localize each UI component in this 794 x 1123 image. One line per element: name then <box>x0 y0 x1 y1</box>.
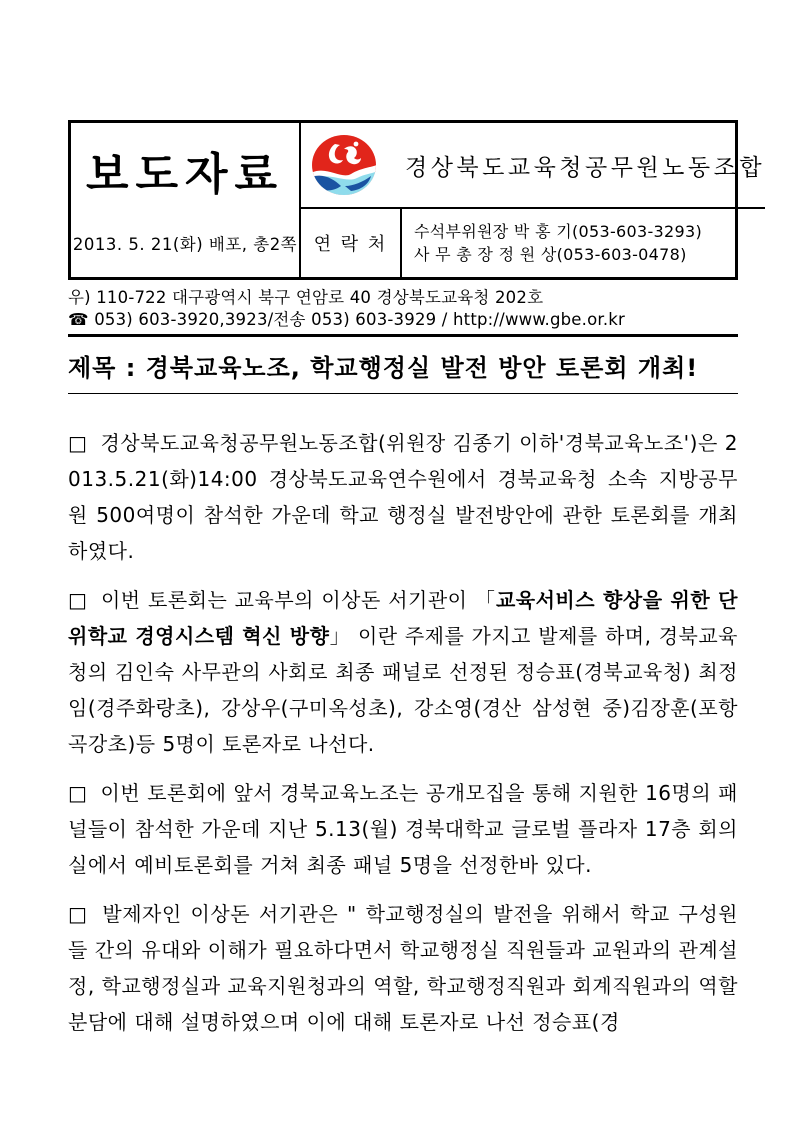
contact-label: 연 락 처 <box>301 209 402 277</box>
phone-fax-url: ☎ 053) 603-3920,3923/전송 053) 603-3929 / http://www.gbe.or.kr <box>68 310 626 329</box>
press-release-cell <box>71 123 301 277</box>
contact-info <box>402 209 765 277</box>
paragraph-marker: □ <box>68 431 88 455</box>
contact-person-2: 사 무 총 장 정 원 상(053-603-0478) <box>414 245 687 264</box>
body-paragraph-3 <box>68 775 738 883</box>
body-paragraph-2 <box>68 582 738 762</box>
postal-address: 우) 110-722 대구광역시 북구 연암로 40 경상북도교육청 202호 <box>68 288 544 307</box>
body-block <box>68 425 738 1040</box>
distribution-date: 2013. 5. 21(화) 배포, 총2쪽 <box>72 235 298 254</box>
header-table <box>68 120 766 280</box>
header-right-cells <box>301 123 765 277</box>
body-paragraph-1 <box>68 425 738 569</box>
subject-block <box>68 348 738 394</box>
body-paragraph-4 <box>68 896 738 1040</box>
paragraph-text: 이번 토론회에 앞서 경북교육노조는 공개모집을 통해 지원한 16명의 패널들이 참석한 가운데 지난 5.13(월) 경북대학교 글로벌 플라자 17층 회의실에서 예비토론회를 거쳐 최종 패널 5명을 선정한바 있다. <box>68 781 738 877</box>
press-release-title: 보도자료 <box>85 149 284 200</box>
paragraph-text: 발제자인 이상돈 서기관은 " 학교행정실의 발전을 위해서 학교 구성원들 간의 유대와 이해가 필요하다면서 학교행정실 직원들과 교원과의 관계설정, 학교행정실과 교육지원청과의 역할, 학교행정직원과 회계직원과의 역할분담에 대해 설명하였으며 이에 대해 토론자로 나선 정승표(경 <box>68 902 738 1034</box>
organization-name: 경상북도교육청공무원노동조합 <box>405 154 766 181</box>
paragraph-text-post: 」 이란 주제를 가지고 발제를 하며, 경북교육청의 김인숙 사무관의 사회로 최종 패널로 선정된 정승표(경북교육청) 최정임(경주화랑초), 강상우(구미옥성초), 강소영(경산 삼성현 중)김장훈(포항곡강초)등 5명이 토론자로 나선다. <box>68 624 738 756</box>
organization-row <box>301 123 765 209</box>
paragraph-text-pre: 이번 토론회는 교육부의 이상돈 서기관이 「 <box>100 588 496 612</box>
paragraph-text-bold: 교육서비스 향상을 위한 단위학교 경영시스템 혁신 방향 <box>68 588 738 648</box>
subject-title: 제목 : 경북교육노조, 학교행정실 발전 방안 토론회 개최! <box>68 354 699 382</box>
contact-person-1: 수석부위원장 박 홍 기(053-603-3293) <box>414 222 702 241</box>
union-logo-icon <box>311 134 377 196</box>
paragraph-text: 경상북도교육청공무원노동조합(위원장 김종기 이하'경북교육노조')은 2013.5.21(화)14:00 경상북도교육연수원에서 경북교육청 소속 지방공무원 500여명이 참석한 가운데 학교 행정실 발전방안에 관한 토론회를 개최하였다. <box>68 431 738 563</box>
paragraph-marker: □ <box>68 781 88 805</box>
address-block <box>68 287 738 337</box>
paragraph-marker: □ <box>68 902 90 926</box>
page-content <box>68 120 766 1053</box>
contact-row <box>301 209 765 277</box>
paragraph-marker: □ <box>68 588 88 612</box>
